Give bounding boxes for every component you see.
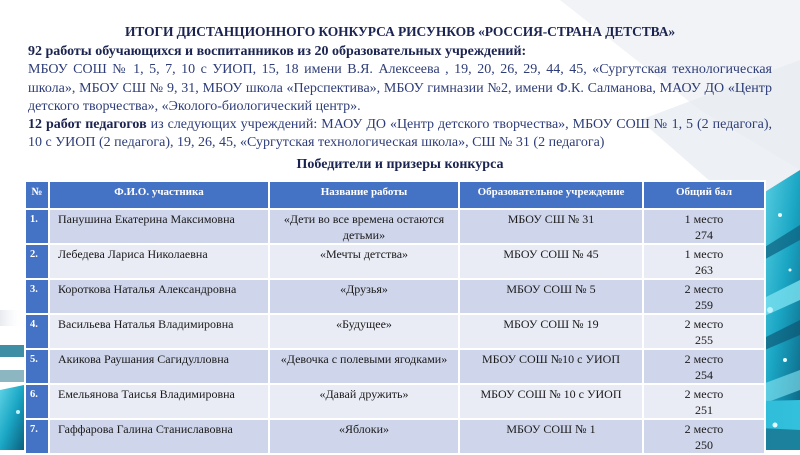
score: 274 [695, 227, 713, 242]
work-title: «Девочка с полевыми ягодками» [269, 349, 459, 384]
row-number: 2. [25, 244, 49, 279]
score: 259 [695, 297, 713, 312]
header-total-score: Общий бал [643, 181, 765, 209]
work-title: «Мечты детства» [269, 244, 459, 279]
institution: МБОУ СШ № 31 [459, 209, 643, 244]
institution: МБОУ СОШ № 45 [459, 244, 643, 279]
teachers-heading: 12 работ педагогов [28, 117, 147, 133]
score: 250 [695, 437, 713, 452]
score: 251 [695, 402, 713, 417]
participant-name: Емельянова Таисья Владимировна [49, 384, 269, 419]
total-score [643, 419, 765, 454]
row-number: 7. [25, 419, 49, 454]
total-score [643, 244, 765, 279]
table-row [25, 314, 765, 349]
header-work-title: Название работы [269, 181, 459, 209]
table-row [25, 419, 765, 454]
header-participant: Ф.И.О. участника [49, 181, 269, 209]
place: 2 место [684, 317, 724, 331]
total-score [643, 314, 765, 349]
institution: МБОУ СОШ № 19 [459, 314, 643, 349]
institution: МБОУ СОШ № 1 [459, 419, 643, 454]
intro-text [28, 43, 772, 153]
row-number: 5. [25, 349, 49, 384]
participant-name: Гаффарова Галина Станиславовна [49, 419, 269, 454]
teachers-institutions: из следующих учреждений: МАОУ ДО «Центр детского творчества», МБОУ СОШ № 1, 5 (2 педагога), 10 с УИОП (2 педагога), 19, 26, 45, «Сургутская технологическая школа», СШ № 31 (2 педагога) [28, 117, 772, 151]
students-institutions: МБОУ СОШ № 1, 5, 7, 10 с УИОП, 15, 18 имени В.Я. Алексеева , 19, 20, 26, 29, 44, 45, «Сургутская технологическая школа», МБОУ СШ № 9, 31, МБОУ школа «Перспектива», МБОУ гимназии №2, имени Ф.К. Салманова, МАОУ ДО «Центр детского творчества», «Эколого-биологический центр». [28, 62, 772, 114]
table-row [25, 279, 765, 314]
institution: МБОУ СОШ № 10 с УИОП [459, 384, 643, 419]
participant-name: Лебедева Лариса Николаевна [49, 244, 269, 279]
row-number: 4. [25, 314, 49, 349]
header-number: № [25, 181, 49, 209]
total-score [643, 384, 765, 419]
table-header-row [25, 181, 765, 209]
table-row [25, 244, 765, 279]
table-row [25, 209, 765, 244]
place: 2 место [684, 352, 724, 366]
table-row [25, 384, 765, 419]
participant-name: Короткова Наталья Александровна [49, 279, 269, 314]
table-row [25, 349, 765, 384]
participant-name: Васильева Наталья Владимировна [49, 314, 269, 349]
students-heading: 92 работы обучающихся и воспитанников из 20 образовательных учреждений: [28, 44, 527, 59]
results-table [24, 180, 766, 455]
place: 2 место [684, 422, 724, 436]
work-title: «Дети во все времена остаются детьми» [269, 209, 459, 244]
score: 263 [695, 262, 713, 277]
work-title: «Друзья» [269, 279, 459, 314]
row-number: 6. [25, 384, 49, 419]
place: 2 место [684, 387, 724, 401]
participant-name: Акикова Раушания Сагидулловна [49, 349, 269, 384]
institution: МБОУ СОШ № 5 [459, 279, 643, 314]
place: 1 место [684, 212, 724, 226]
score: 255 [695, 332, 713, 347]
place: 1 место [684, 247, 724, 261]
total-score [643, 279, 765, 314]
institution: МБОУ СОШ №10 с УИОП [459, 349, 643, 384]
place: 2 место [684, 282, 724, 296]
row-number: 3. [25, 279, 49, 314]
header-institution: Образовательное учреждение [459, 181, 643, 209]
total-score [643, 349, 765, 384]
page-title: ИТОГИ ДИСТАНЦИОННОГО КОНКУРСА РИСУНКОВ «РОССИЯ-СТРАНА ДЕТСТВА» [124, 24, 676, 39]
work-title: «Давай дружить» [269, 384, 459, 419]
work-title: «Будущее» [269, 314, 459, 349]
row-number: 1. [25, 209, 49, 244]
winners-title: Победители и призеры конкурса [296, 157, 504, 172]
score: 254 [695, 367, 713, 382]
work-title: «Яблоки» [269, 419, 459, 454]
total-score [643, 209, 765, 244]
participant-name: Панушина Екатерина Максимовна [49, 209, 269, 244]
